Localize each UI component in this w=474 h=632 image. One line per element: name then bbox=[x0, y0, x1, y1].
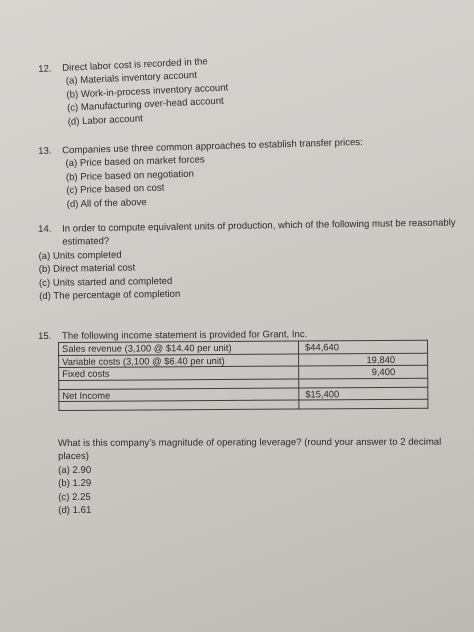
question-12-option-b: (b) Work-in-process inventory account bbox=[66, 82, 229, 101]
table-cell-amount: 19,840 bbox=[299, 353, 428, 366]
question-13-option-d: (d) All of the above bbox=[66, 196, 147, 210]
question-13-number: 13. bbox=[38, 145, 52, 157]
income-statement-table bbox=[58, 340, 428, 411]
table-cell-amount: $44,640 bbox=[298, 340, 427, 353]
question-12-option-d: (d) Labor account bbox=[67, 112, 144, 128]
question-12 bbox=[38, 54, 230, 130]
question-15-stem: The following income statement is provided for Grant, Inc. bbox=[62, 329, 308, 342]
question-15-option-b: (b) 1.29 bbox=[58, 478, 92, 490]
question-13-stem: Companies use three common approaches to establish transfer prices: bbox=[62, 136, 363, 157]
question-15-question-line-2: places) bbox=[58, 451, 90, 463]
question-12-number: 12. bbox=[38, 63, 52, 75]
question-15-number: 15. bbox=[38, 330, 52, 342]
table-cell-label: Net Income bbox=[59, 388, 299, 402]
table-cell-label: Sales revenue (3,100 @ $14.40 per unit) bbox=[59, 341, 299, 355]
question-15-option-c: (c) 2.25 bbox=[58, 491, 91, 503]
question-14-option-d: (d) The percentage of completion bbox=[39, 288, 181, 303]
question-13 bbox=[38, 136, 365, 212]
question-12-option-c: (c) Manufacturing over-head account bbox=[66, 95, 224, 114]
question-14-stem-1: In order to compute equivalent units of production, which of the following must be reasonably bbox=[62, 217, 456, 235]
question-13-option-a: (a) Price based on market forces bbox=[65, 154, 205, 170]
table-cell-amount bbox=[299, 399, 428, 409]
question-14-option-c: (c) Units started and completed bbox=[38, 275, 173, 289]
table-cell-label: Variable costs (3,100 @ $6.40 per unit) bbox=[59, 354, 299, 368]
question-14 bbox=[38, 216, 457, 303]
question-13-option-c: (c) Price based on cost bbox=[66, 182, 165, 197]
question-14-option-b: (b) Direct material cost bbox=[38, 262, 136, 276]
question-13-option-b: (b) Price based on negotiation bbox=[65, 168, 195, 184]
question-15-option-d: (d) 1.61 bbox=[58, 504, 92, 517]
question-15-option-a: (a) 2.90 bbox=[58, 464, 92, 476]
question-15-question-line-1: What is this company’s magnitude of operating leverage? (round your answer to 2 decimal bbox=[58, 436, 442, 449]
table-row bbox=[59, 399, 428, 410]
table-cell-label bbox=[59, 400, 299, 410]
question-14-option-a: (a) Units completed bbox=[38, 249, 122, 262]
question-14-stem-line-2: estimated? bbox=[62, 236, 110, 249]
table-cell-label: Fixed costs bbox=[59, 366, 299, 380]
question-15-body bbox=[58, 436, 442, 518]
question-12-option-a: (a) Materials inventory account bbox=[65, 70, 198, 88]
table-cell-amount: $15,400 bbox=[299, 387, 428, 400]
table-cell-amount: 9,400 bbox=[299, 365, 428, 378]
question-14-number: 14. bbox=[38, 223, 52, 235]
question-12-stem: Direct labor cost is recorded in the bbox=[62, 56, 208, 74]
